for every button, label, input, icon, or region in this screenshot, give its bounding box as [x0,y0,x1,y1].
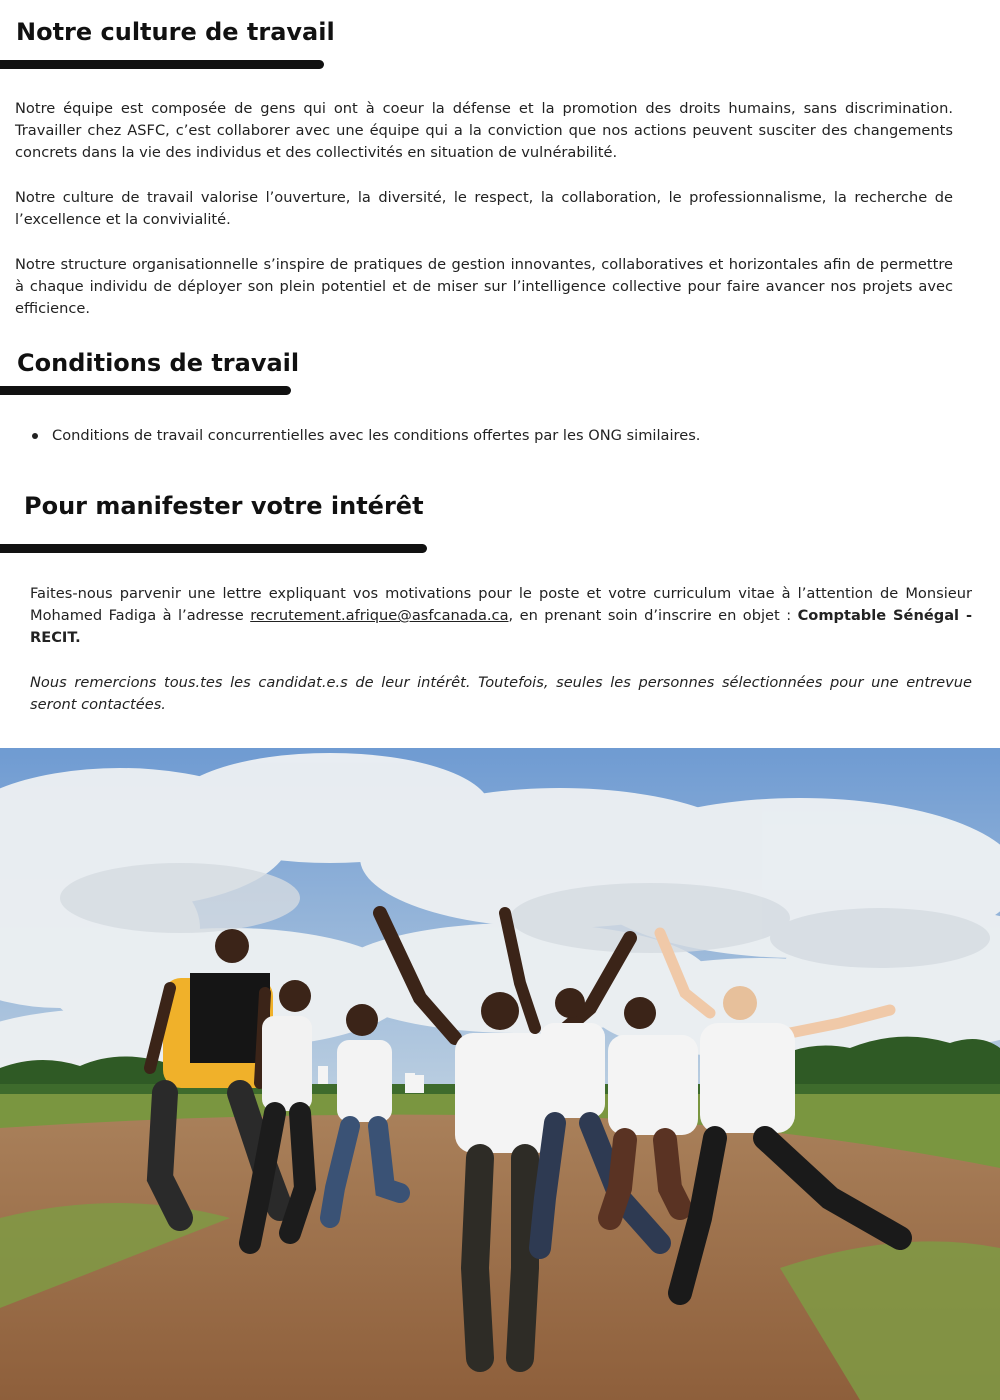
culture-paragraph-1: Notre équipe est composée de gens qui ont à coeur la défense et la promotion des droits humains, sans discrimination. Travailler chez ASFC, c’est collaborer avec une équipe qui a la conviction que nos actions peuvent susciter des changements concrets dans la vie des individus et des collectivités en situation de vulnérabilité. [15,100,953,162]
heading-underline [0,544,427,553]
conditions-list [30,425,930,447]
application-instructions [30,583,972,650]
culture-paragraph-2: Notre culture de travail valorise l’ouverture, la diversité, le respect, la collaboration, le professionnalisme, la recherche de l’excellence et la convivialité. [15,189,953,229]
instructions-text: Faites-nous parvenir une lettre expliquant vos motivations pour le poste et votre curriculum vitae à l’attention de Monsieur Mohamed Fadiga à l’adresse [30,585,972,625]
section-title-culture: Notre culture de travail [16,18,335,46]
group-photo-icon [0,748,1000,1400]
culture-paragraph-3: Notre structure organisationnelle s’inspire de pratiques de gestion innovantes, collaboratives et horizontales afin de permettre à chaque individu de déployer son plein potentiel et de miser sur l’intelligence collective pour faire avancer nos projets avec efficience. [15,256,953,318]
heading-underline [0,386,291,395]
email-link[interactable]: recrutement.afrique@asfcanada.ca [250,607,509,625]
section-title-conditions: Conditions de travail [17,349,300,377]
email-subject: Comptable Sénégal - RECIT. [30,607,972,647]
section-title-interest: Pour manifester votre intérêt [24,492,424,520]
thanks-note: Nous remercions tous.tes les candidat.e.s de leur intérêt. Toutefois, seules les personnes sélectionnées pour une entrevue seront contactées. [30,674,972,714]
list-item: Conditions de travail concurrentielles avec les conditions offertes par les ONG similaires. [30,425,930,447]
team-photo [0,748,1000,1400]
instructions-text-continued: , en prenant soin d’inscrire en objet : [508,607,798,625]
heading-underline [0,60,324,69]
